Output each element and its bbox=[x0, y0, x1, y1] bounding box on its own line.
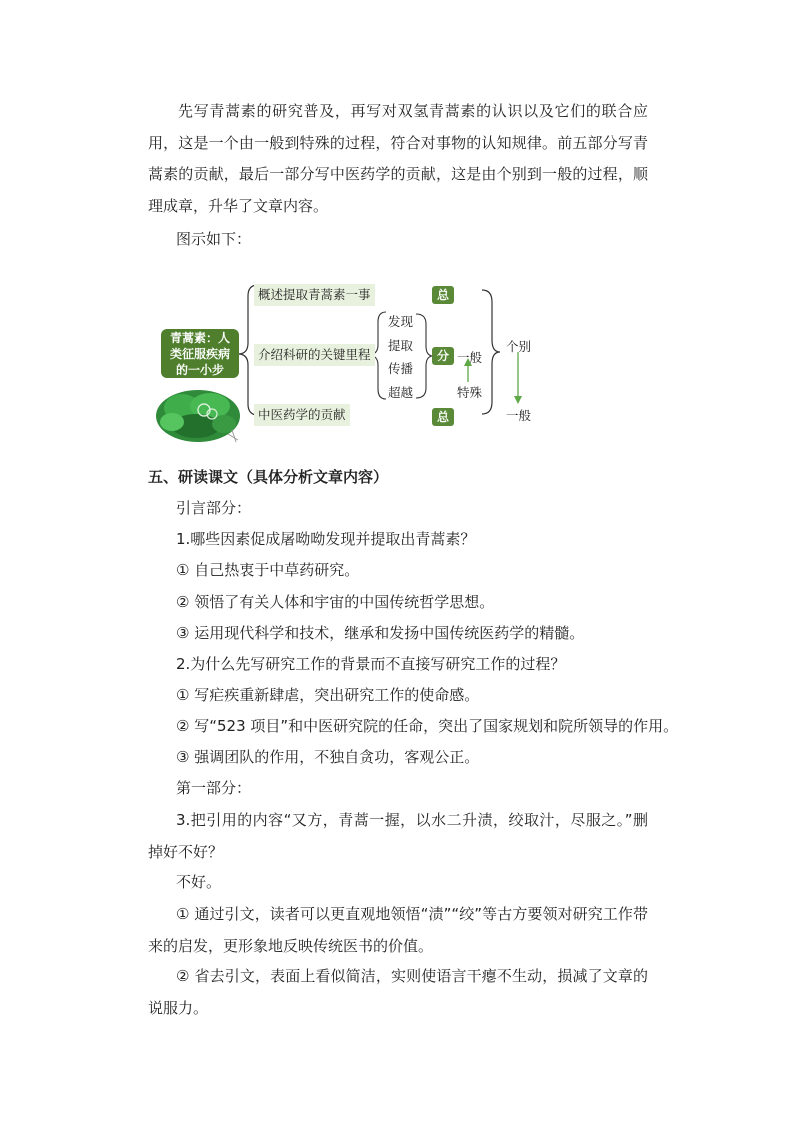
branch-3-label: 中医药学的贡献 bbox=[254, 404, 350, 426]
text-line: ① 自己热衷于中草药研究。 bbox=[176, 561, 360, 579]
zong-label-bottom: 总 bbox=[432, 408, 454, 426]
general-label-2: 一般 bbox=[506, 408, 532, 423]
diagram-title-line-1: 青蒿素：人 bbox=[169, 331, 230, 345]
sub-item-discover: 发现 bbox=[388, 314, 414, 329]
branch-1-label: 概述提取青蒿素一事 bbox=[254, 284, 375, 306]
special-label: 特殊 bbox=[457, 385, 483, 400]
diagram-intro: 图示如下： bbox=[176, 230, 252, 248]
text-line: ③ 强调团队的作用，不独自贪功，客观公正。 bbox=[176, 748, 480, 766]
text-line: ② 领悟了有关人体和宇宙的中国传统哲学思想。 bbox=[176, 593, 495, 611]
diagram-title-line-3: 的一小步 bbox=[175, 363, 224, 377]
branch-2-label: 介绍科研的关键里程 bbox=[254, 344, 375, 366]
general-label-1: 一般 bbox=[457, 350, 483, 365]
individual-label: 个别 bbox=[506, 339, 532, 354]
answer-no: 不好。 bbox=[176, 873, 222, 891]
text-line: 第一部分： bbox=[176, 779, 252, 797]
question-3: 3.把引用的内容“又方，青蒿一握，以水二升渍，绞取汁，尽服之。”删掉好不好？ bbox=[148, 811, 648, 861]
artemisia-plant-image bbox=[152, 378, 244, 446]
section-heading: 五、研读课文（具体分析文章内容） bbox=[148, 468, 389, 486]
fen-label: 分 bbox=[432, 347, 454, 365]
sub-item-extract: 提取 bbox=[388, 338, 414, 353]
sub-item-spread: 传播 bbox=[388, 361, 414, 376]
text-line: ① 写疟疾重新肆虐，突出研究工作的使命感。 bbox=[176, 686, 480, 704]
answer-point-1: ① 通过引文，读者可以更直观地领悟“渍”“绞”等古方要领对研究工作带来的启发，更形象地反映传统医书的价值。 bbox=[148, 905, 648, 955]
diagram-title-box bbox=[161, 329, 239, 378]
text-line: ② 写“523 项目”和中医研究院的任命，突出了国家规划和院所领导的作用。 bbox=[176, 717, 679, 735]
text-line: ③ 运用现代科学和技术，继承和发扬中国传统医药学的精髓。 bbox=[176, 624, 585, 642]
text-line: 2.为什么先写研究工作的背景而不直接写研究工作的过程？ bbox=[176, 655, 566, 673]
sub-item-surpass: 超越 bbox=[388, 385, 414, 400]
zong-label-top: 总 bbox=[432, 286, 454, 304]
diagram-title-line-2: 类征服疾病 bbox=[169, 347, 230, 361]
text-line: 引言部分： bbox=[176, 499, 252, 517]
intro-paragraph: 先写青蒿素的研究普及，再写对双氢青蒿素的认识以及它们的联合应用，这是一个由一般到特殊的过程，符合对事物的认知规律。前五部分写青蒿素的贡献，最后一部分写中医药学的贡献，这是由个别到一般的过程，顺理成章，升华了文章内容。 bbox=[148, 102, 648, 215]
answer-point-2: ② 省去引文，表面上看似简洁，实则使语言干瘪不生动，损减了文章的说服力。 bbox=[148, 967, 648, 1017]
text-line: 1.哪些因素促成屠呦呦发现并提取出青蒿素？ bbox=[176, 530, 476, 548]
